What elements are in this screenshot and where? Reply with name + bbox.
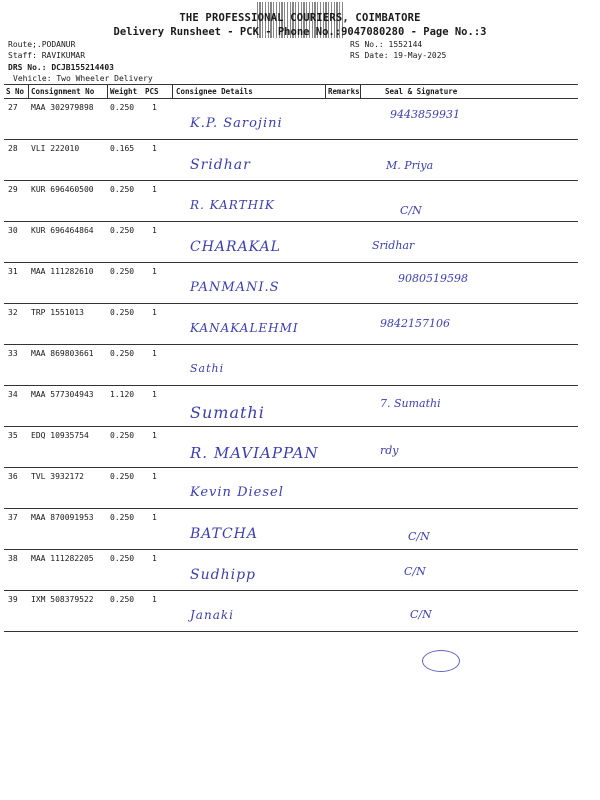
row-consignee-handwriting: R. KARTHIK [190, 198, 275, 212]
table-header-rule [4, 98, 578, 99]
row-consignment: TVL 3932172 [31, 472, 84, 481]
row-seal-signature: Sridhar [372, 239, 415, 252]
row-pcs: 1 [152, 472, 157, 481]
row-weight: 0.250 [110, 185, 135, 194]
row-consignment: MAA 111282205 [31, 554, 94, 563]
row-consignee-handwriting: PANMANI.S [190, 280, 280, 295]
row-seal-signature: C/N [410, 608, 432, 621]
row-divider [4, 508, 578, 509]
route-info: Route;.PODANUR [8, 40, 76, 49]
row-consignee-handwriting: Janaki [190, 608, 234, 622]
row-consignee-handwriting: BATCHA [190, 526, 259, 542]
row-weight: 1.120 [110, 390, 135, 399]
row-sno: 32 [8, 308, 18, 317]
row-divider [4, 221, 578, 222]
row-pcs: 1 [152, 308, 157, 317]
row-weight: 0.250 [110, 226, 135, 235]
row-consignment: TRP 1551013 [31, 308, 84, 317]
row-divider [4, 467, 578, 468]
row-consignment: MAA 869803661 [31, 349, 94, 358]
row-sno: 30 [8, 226, 18, 235]
header-sno: S No [6, 87, 25, 96]
row-weight: 0.250 [110, 308, 135, 317]
row-seal-signature: 7. Sumathi [380, 397, 441, 410]
row-seal-signature: rdy [380, 444, 399, 457]
row-weight: 0.250 [110, 349, 135, 358]
row-consignee-handwriting: KANAKALEHMI [190, 321, 299, 335]
row-pcs: 1 [152, 226, 157, 235]
row-consignee-handwriting: Sridhar [190, 157, 251, 173]
row-seal-signature: C/N [400, 204, 422, 217]
row-weight: 0.165 [110, 144, 135, 153]
staff-info: Staff: RAVIKUMAR [8, 51, 86, 60]
row-pcs: 1 [152, 349, 157, 358]
row-divider [4, 631, 578, 632]
row-consignee-handwriting: Sumathi [190, 403, 265, 422]
col-sep [172, 84, 173, 98]
header-remarks: Remarks [328, 87, 360, 96]
row-divider [4, 303, 578, 304]
row-sno: 35 [8, 431, 18, 440]
row-sno: 28 [8, 144, 18, 153]
signature-scribble [422, 650, 460, 672]
row-consignee-handwriting: R. MAVIAPPAN [190, 444, 319, 462]
row-divider [4, 590, 578, 591]
row-consignment: MAA 577304943 [31, 390, 94, 399]
row-consignment: VLI 222010 [31, 144, 80, 153]
row-consignee-handwriting: Sudhipp [190, 567, 256, 583]
header-weight: Weight [110, 87, 138, 96]
row-sno: 34 [8, 390, 18, 399]
row-weight: 0.250 [110, 431, 135, 440]
rs-no-info: RS No.: 1552144 [350, 40, 423, 49]
row-sno: 38 [8, 554, 18, 563]
row-divider [4, 426, 578, 427]
row-divider [4, 385, 578, 386]
col-sep [360, 84, 361, 98]
row-seal-signature: 9080519598 [398, 272, 468, 285]
row-sno: 36 [8, 472, 18, 481]
drs-info: DRS No.: DCJB155214403 [8, 63, 114, 72]
row-weight: 0.250 [110, 595, 135, 604]
row-pcs: 1 [152, 513, 157, 522]
row-seal-signature: M. Priya [386, 159, 434, 172]
header-pcs: PCS [145, 87, 159, 96]
header-consignment: Consignment No [31, 87, 95, 96]
row-consignee-handwriting: Kevin Diesel [190, 485, 284, 500]
runsheet-title: Delivery Runsheet - PCK - Phone No.:9047080280 - Page No.:3 [113, 26, 487, 38]
row-consignee-handwriting: K.P. Sarojini [190, 116, 283, 131]
row-pcs: 1 [152, 554, 157, 563]
row-weight: 0.250 [110, 554, 135, 563]
row-sno: 29 [8, 185, 18, 194]
row-pcs: 1 [152, 144, 157, 153]
col-sep [28, 84, 29, 98]
vehicle-info: Vehicle: Two Wheeler Delivery [13, 74, 153, 83]
row-consignment: MAA 870091953 [31, 513, 94, 522]
header-consignee: Consignee Details [176, 87, 253, 96]
row-consignment: MAA 302979898 [31, 103, 94, 112]
row-consignee-handwriting: CHARAKAL [190, 239, 281, 255]
row-weight: 0.250 [110, 267, 135, 276]
col-sep [325, 84, 326, 98]
row-weight: 0.250 [110, 513, 135, 522]
row-pcs: 1 [152, 103, 157, 112]
row-sno: 39 [8, 595, 18, 604]
row-seal-signature: 9443859931 [390, 108, 460, 121]
row-consignment: IXM 508379522 [31, 595, 94, 604]
row-sno: 33 [8, 349, 18, 358]
row-pcs: 1 [152, 390, 157, 399]
row-pcs: 1 [152, 267, 157, 276]
row-seal-signature: C/N [408, 530, 430, 543]
row-consignee-handwriting: Sathi [190, 362, 225, 375]
row-divider [4, 549, 578, 550]
row-pcs: 1 [152, 185, 157, 194]
company-title: THE PROFESSIONAL COURIERS, COIMBATORE [179, 12, 421, 24]
row-divider [4, 262, 578, 263]
col-sep [107, 84, 108, 98]
row-divider [4, 139, 578, 140]
row-sno: 27 [8, 103, 18, 112]
row-pcs: 1 [152, 431, 157, 440]
row-consignment: EDQ 10935754 [31, 431, 89, 440]
row-divider [4, 180, 578, 181]
rs-date-info: RS Date: 19-May-2025 [350, 51, 447, 60]
row-consignment: KUR 696460500 [31, 185, 94, 194]
row-pcs: 1 [152, 595, 157, 604]
row-seal-signature: 9842157106 [380, 317, 450, 330]
row-consignment: KUR 696464864 [31, 226, 94, 235]
table-top-rule [4, 84, 578, 85]
row-seal-signature: C/N [404, 565, 426, 578]
row-weight: 0.250 [110, 472, 135, 481]
row-sno: 37 [8, 513, 18, 522]
header-seal: Seal & Signature [385, 87, 458, 96]
row-sno: 31 [8, 267, 18, 276]
row-divider [4, 344, 578, 345]
row-consignment: MAA 111282610 [31, 267, 94, 276]
row-weight: 0.250 [110, 103, 135, 112]
